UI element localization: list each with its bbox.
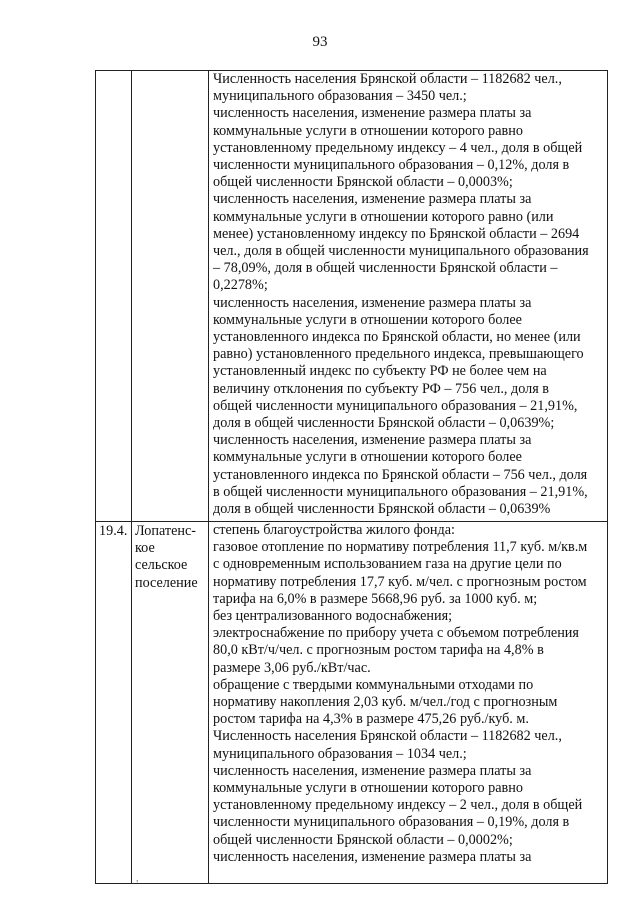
description-line: установленного индекса по Брянской области, но менее (или xyxy=(213,329,581,346)
description-cell xyxy=(209,71,608,522)
description-line: коммунальные услуги в отношении которого более xyxy=(213,311,522,328)
description-line: общей численности муниципального образования – 21,91%, xyxy=(213,397,578,414)
table-row xyxy=(96,71,608,522)
description-line: численность населения, изменение размера платы за xyxy=(213,105,532,122)
description-line: чел., доля в общей численности муниципального образования xyxy=(213,243,589,260)
description-line: численности муниципального образования – 0,12%, доля в xyxy=(213,157,570,174)
description-line: установленному предельному индексу – 4 чел., доля в общей xyxy=(213,139,583,156)
municipality-name-line: сельское xyxy=(135,557,188,574)
description-line: установленный индекс по субъекту РФ не более чем на xyxy=(213,363,547,380)
description-line: 80,0 кВт/ч/чел. с прогнозным ростом тарифа на 4,8% в xyxy=(213,642,544,659)
description-line: менее) установленному индексу по Брянской области – 2694 xyxy=(213,225,580,242)
description-line: с одновременным использованием газа на другие цели по xyxy=(213,556,562,573)
description-line: Численность населения Брянской области – 1182682 чел., xyxy=(213,71,562,87)
description-line: обращение с твердыми коммунальными отходами по xyxy=(213,676,534,693)
description-line: в общей численности муниципального образования – 21,91%, xyxy=(213,483,588,500)
row-number: 19.4. xyxy=(99,523,128,539)
table-body xyxy=(96,71,608,884)
description-line: муниципального образования – 3450 чел.; xyxy=(213,88,467,105)
description-line: общей численности Брянской области – 0,0002%; xyxy=(213,831,513,848)
description-line: коммунальные услуги в отношении которого равно xyxy=(213,122,523,139)
municipality-name-cell xyxy=(132,71,209,522)
description-line: электроснабжение по прибору учета с объемом потребления xyxy=(213,625,579,642)
row-number-cell xyxy=(96,522,132,884)
description-line: установленного индекса по Брянской области – 756 чел., доля xyxy=(213,466,588,483)
description-line: общей численности Брянской области – 0,0003%; xyxy=(213,174,513,191)
description-line: величину отклонения по субъекту РФ – 756 чел., доля в xyxy=(213,380,549,397)
description-line: численность населения, изменение размера платы за xyxy=(213,848,532,865)
description-line: коммунальные услуги в отношении которого равно (или xyxy=(213,208,554,225)
description-line: степень благоустройства жилого фонда: xyxy=(213,522,455,538)
municipality-name-line: поселение xyxy=(135,574,198,591)
description-line: размере 3,06 руб./кВт/час. xyxy=(213,659,371,676)
document-table xyxy=(95,70,608,884)
page-number: 93 xyxy=(312,34,328,50)
description-line: численность населения, изменение размера платы за xyxy=(213,432,532,449)
description-line: без централизованного водоснабжения; xyxy=(213,608,453,625)
description-cell xyxy=(209,522,608,884)
description-line: ростом тарифа на 4,3% в размере 475,26 руб./куб. м. xyxy=(213,711,529,728)
description-line: нормативу накопления 2,03 куб. м/чел./год с прогнозным xyxy=(213,694,558,711)
description-line: доля в общей численности Брянской области – 0,0639% xyxy=(213,501,551,518)
description-line: равно) установленного предельного индекса, превышающего xyxy=(213,346,584,363)
description-line: газовое отопление по нормативу потребления 11,7 куб. м/кв.м xyxy=(213,539,588,556)
description-line: нормативу потребления 17,7 куб. м/чел. с прогнозным ростом xyxy=(213,573,587,590)
description-line: установленному предельному индексу – 2 чел., доля в общей xyxy=(213,797,583,814)
description-line: – 78,09%, доля в общей численности Брянской области – xyxy=(213,260,558,277)
description-line: численности муниципального образования – 0,19%, доля в xyxy=(213,814,570,831)
municipality-name-line: кое xyxy=(135,540,155,557)
municipality-name-cell xyxy=(132,522,209,884)
description-line: муниципального образования – 1034 чел.; xyxy=(213,745,467,762)
municipality-name-line: Лопатенс- xyxy=(135,523,196,539)
description-line: численность населения, изменение размера платы за xyxy=(213,294,532,311)
description-line: численность населения, изменение размера платы за xyxy=(213,191,532,208)
description-line: коммунальные услуги в отношении которого более xyxy=(213,449,522,466)
description-line: коммунальные услуги в отношении которого равно xyxy=(213,780,523,797)
scan-mark: , xyxy=(136,873,139,884)
description-line: Численность населения Брянской области – 1182682 чел., xyxy=(213,728,562,745)
description-line: численность населения, изменение размера платы за xyxy=(213,762,532,779)
table-row xyxy=(96,522,608,884)
description-line: тарифа на 6,0% в размере 5668,96 руб. за 1000 куб. м; xyxy=(213,590,538,607)
description-line: доля в общей численности Брянской области – 0,0639%; xyxy=(213,415,555,432)
description-line: 0,2278%; xyxy=(213,277,268,294)
row-number-cell xyxy=(96,71,132,522)
